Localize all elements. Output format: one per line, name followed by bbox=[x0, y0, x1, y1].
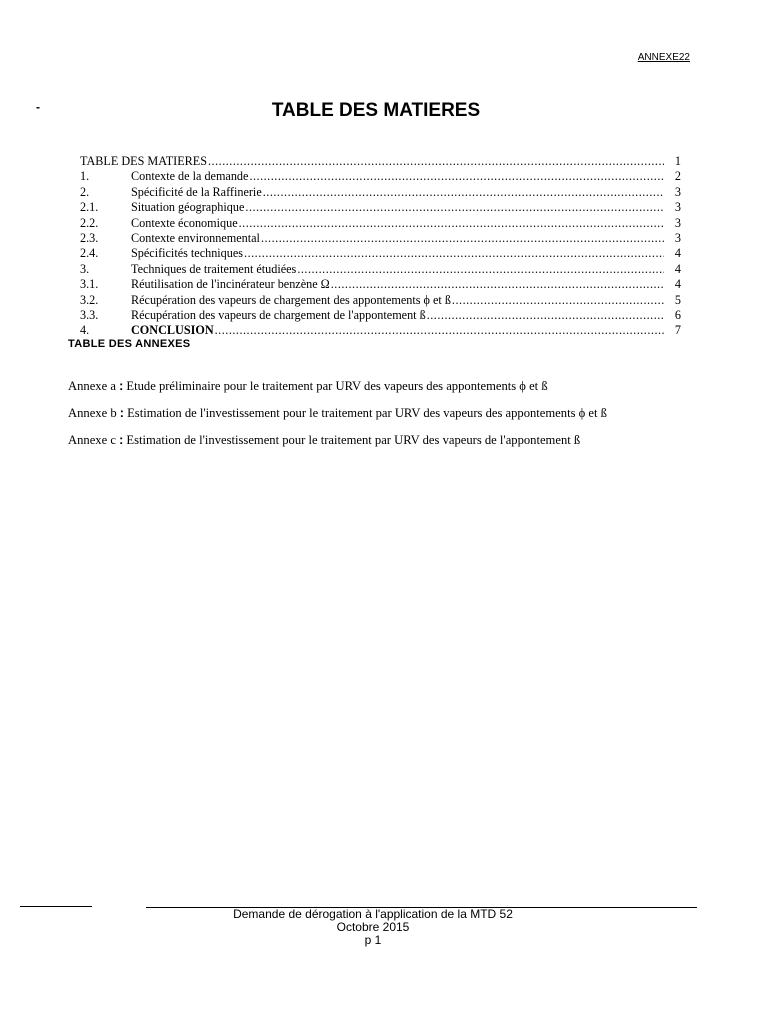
toc-entry-page: 3 bbox=[674, 230, 681, 245]
toc-entry-title: Réutilisation de l'incinérateur benzène Ω bbox=[131, 277, 330, 292]
toc-entry-title: Récupération des vapeurs de chargement des appontements ϕ et ß bbox=[131, 292, 451, 307]
annex-item bbox=[68, 378, 708, 405]
toc-entry-number: 2.2. bbox=[80, 215, 99, 230]
toc-entry-page: 4 bbox=[674, 277, 681, 292]
toc-dot-leader bbox=[245, 200, 664, 215]
toc-entry-title: Récupération des vapeurs de chargement de l'appontement ß bbox=[131, 307, 426, 322]
toc-entry-title: Contexte environnemental bbox=[131, 230, 260, 245]
annex-item-description: Etude préliminaire pour le traitement par URV des vapeurs des appontements ϕ et ß bbox=[123, 379, 548, 393]
toc-dot-leader bbox=[427, 308, 664, 323]
toc-dot-leader bbox=[249, 169, 664, 184]
toc-entry-title: Contexte économique bbox=[131, 215, 238, 230]
annex-list bbox=[68, 378, 708, 459]
toc-entry[interactable] bbox=[80, 154, 681, 169]
toc-entry[interactable] bbox=[80, 293, 681, 308]
toc-dot-leader bbox=[452, 293, 664, 308]
toc-entry-title: Situation géographique bbox=[131, 200, 245, 215]
toc-entry-number: 3.3. bbox=[80, 307, 99, 322]
toc-entry-title: Spécificités techniques bbox=[131, 246, 244, 261]
footer-page-number: p 1 bbox=[364, 933, 382, 947]
toc-entry[interactable] bbox=[80, 323, 681, 338]
annex-item-label: Annexe a bbox=[68, 379, 120, 393]
toc-entry-number: 2.3. bbox=[80, 230, 99, 245]
toc-entry-page: 3 bbox=[674, 215, 681, 230]
annex-item-description: Estimation de l'investissement pour le traitement par URV des vapeurs des appontements ϕ et ß bbox=[123, 406, 607, 420]
annex-item-colon: : bbox=[119, 406, 124, 420]
annex-item-description: Estimation de l'investissement pour le traitement par URV des vapeurs de l'appontement ß bbox=[123, 433, 581, 447]
footer-date: Octobre 2015 bbox=[336, 920, 410, 934]
toc-entry-page: 3 bbox=[674, 184, 681, 199]
toc-entry-title: Contexte de la demande bbox=[131, 169, 249, 184]
toc-entry-page: 7 bbox=[674, 323, 681, 338]
table-of-contents bbox=[80, 154, 681, 339]
annexes-heading: TABLE DES ANNEXES bbox=[68, 338, 191, 350]
bullet-mark: - bbox=[36, 100, 40, 114]
annex-item-label: Annexe b bbox=[68, 406, 120, 420]
toc-entry-number: 3.2. bbox=[80, 292, 99, 307]
toc-entry[interactable] bbox=[80, 246, 681, 261]
toc-entry[interactable] bbox=[80, 185, 681, 200]
toc-entry[interactable] bbox=[80, 231, 681, 246]
footer-divider-left bbox=[20, 906, 92, 907]
annex-item-label: Annexe c bbox=[68, 433, 120, 447]
toc-entry[interactable] bbox=[80, 277, 681, 292]
annex-item-colon: : bbox=[119, 379, 124, 393]
toc-dot-leader bbox=[239, 216, 664, 231]
page-footer bbox=[0, 908, 746, 947]
toc-entry-number: 4. bbox=[80, 323, 90, 338]
toc-entry-page: 1 bbox=[674, 154, 681, 168]
toc-entry-page: 2 bbox=[674, 169, 681, 184]
toc-entry-number: 2. bbox=[80, 184, 90, 199]
toc-entry-page: 6 bbox=[674, 307, 681, 322]
footer-document-name: Demande de dérogation à l'application de la MTD 52 bbox=[233, 907, 513, 921]
toc-entry[interactable] bbox=[80, 169, 681, 184]
annex-item bbox=[68, 405, 708, 432]
toc-dot-leader bbox=[261, 231, 664, 246]
toc-dot-leader bbox=[244, 246, 664, 261]
toc-entry-page: 3 bbox=[674, 200, 681, 215]
toc-entry-number: 3.1. bbox=[80, 277, 99, 292]
toc-dot-leader bbox=[215, 323, 664, 338]
toc-dot-leader bbox=[331, 277, 664, 292]
toc-entry[interactable] bbox=[80, 216, 681, 231]
toc-entry-page: 4 bbox=[674, 246, 681, 261]
toc-entry-number: 2.4. bbox=[80, 246, 99, 261]
toc-entry[interactable] bbox=[80, 262, 681, 277]
toc-entry-number: 2.1. bbox=[80, 200, 99, 215]
annex-item-colon: : bbox=[119, 433, 124, 447]
toc-entry-title: CONCLUSION bbox=[131, 323, 214, 338]
toc-entry-title: TABLE DES MATIERES bbox=[80, 154, 207, 168]
toc-dot-leader bbox=[297, 262, 664, 277]
toc-entry[interactable] bbox=[80, 308, 681, 323]
toc-entry-number: 3. bbox=[80, 261, 90, 276]
toc-dot-leader bbox=[208, 154, 664, 169]
annex-label: ANNEXE22 bbox=[637, 52, 690, 63]
toc-entry-page: 4 bbox=[674, 261, 681, 276]
toc-entry-title: Techniques de traitement étudiées bbox=[131, 261, 297, 276]
toc-dot-leader bbox=[263, 185, 664, 200]
toc-entry-number: 1. bbox=[80, 169, 90, 184]
page-title: TABLE DES MATIERES bbox=[271, 100, 481, 121]
toc-entry-page: 5 bbox=[674, 292, 681, 307]
annex-item bbox=[68, 432, 708, 459]
toc-entry[interactable] bbox=[80, 200, 681, 215]
toc-entry-title: Spécificité de la Raffinerie bbox=[131, 184, 262, 199]
